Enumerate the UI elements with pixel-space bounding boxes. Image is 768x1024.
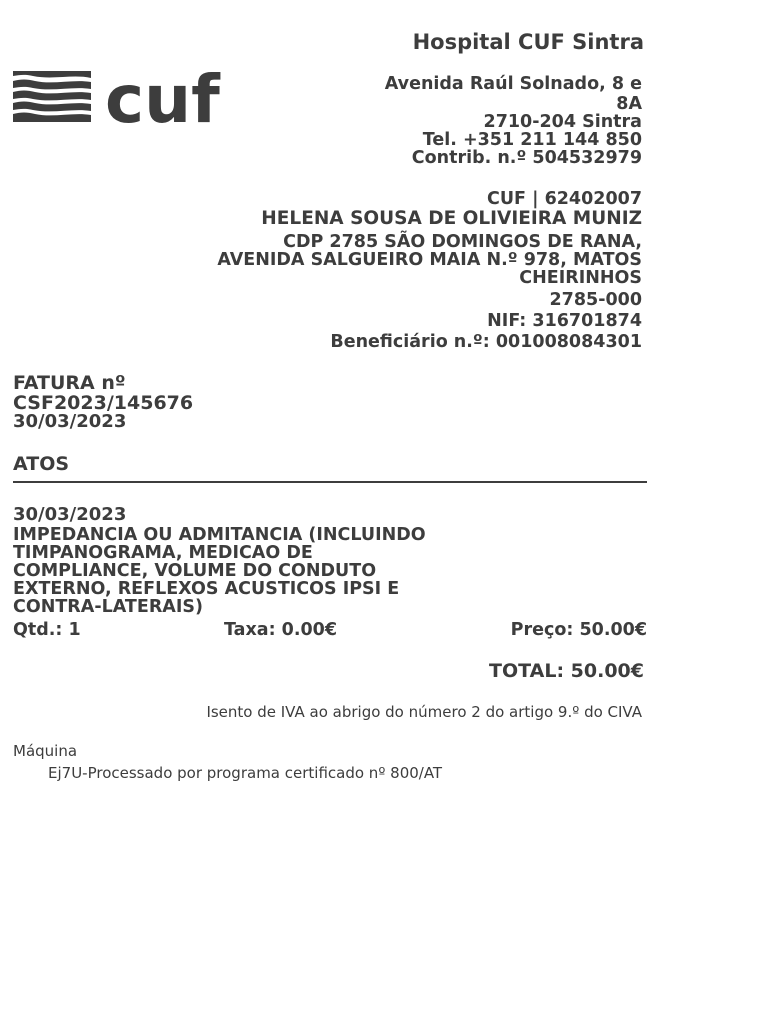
- act-description: [13, 526, 653, 616]
- hospital-phone: Tel. +351 211 144 850: [422, 130, 642, 150]
- act-price: Preço: 50.00€: [510, 620, 647, 640]
- act-description-line: COMPLIANCE, VOLUME DO CONDUTO: [13, 561, 377, 581]
- act-quantity: Qtd.: 1: [13, 620, 81, 640]
- customer-nif: NIF: 316701874: [487, 311, 642, 331]
- hospital-address-line: 2710-204 Sintra: [483, 112, 642, 132]
- section-divider: [13, 481, 647, 483]
- cuf-logo: [13, 68, 263, 126]
- acts-heading: ATOS: [13, 453, 70, 475]
- hospital-taxid: Contrib. n.º 504532979: [411, 148, 642, 168]
- act-description-line: CONTRA-LATERAIS): [13, 597, 203, 617]
- invoice-number: CSF2023/145676: [13, 392, 194, 414]
- act-description-line: TIMPANOGRAMA, MEDICAO DE: [13, 543, 313, 563]
- act-description-line: EXTERNO, REFLEXOS ACUSTICOS IPSI E: [13, 579, 400, 599]
- hospital-address-line: 8A: [616, 94, 642, 114]
- machine-certification: Ej7U-Processado por programa certificado nº 800/AT: [48, 764, 443, 782]
- customer-name: HELENA SOUSA DE OLIVIEIRA MUNIZ: [261, 208, 642, 229]
- cuf-waves-logo-icon: [13, 68, 263, 126]
- machine-label: Máquina: [13, 742, 78, 760]
- customer-address-line: CDP 2785 SÃO DOMINGOS DE RANA,: [283, 232, 642, 252]
- logo-wordmark: cuf: [105, 68, 220, 126]
- customer-address-line: AVENIDA SALGUEIRO MAIA N.º 978, MATOS: [217, 250, 642, 270]
- customer-address-line: CHEIRINHOS: [519, 268, 642, 288]
- act-description-line: IMPEDANCIA OU ADMITANCIA (INCLUINDO: [13, 525, 426, 545]
- act-date: 30/03/2023: [13, 504, 127, 525]
- vat-exemption-note: Isento de IVA ao abrigo do número 2 do artigo 9.º do CIVA: [206, 703, 642, 721]
- customer-code: CUF | 62402007: [487, 189, 642, 209]
- customer-postal-code: 2785-000: [549, 290, 642, 310]
- act-tax: Taxa: 0.00€: [224, 620, 338, 640]
- invoice-label: FATURA nº: [13, 372, 126, 394]
- hospital-address-line: Avenida Raúl Solnado, 8 e: [384, 74, 642, 94]
- invoice-total: TOTAL: 50.00€: [489, 660, 644, 682]
- invoice-date: 30/03/2023: [13, 411, 127, 432]
- customer-beneficiary: Beneficiário n.º: 001008084301: [330, 332, 642, 352]
- hospital-name: Hospital CUF Sintra: [412, 30, 644, 54]
